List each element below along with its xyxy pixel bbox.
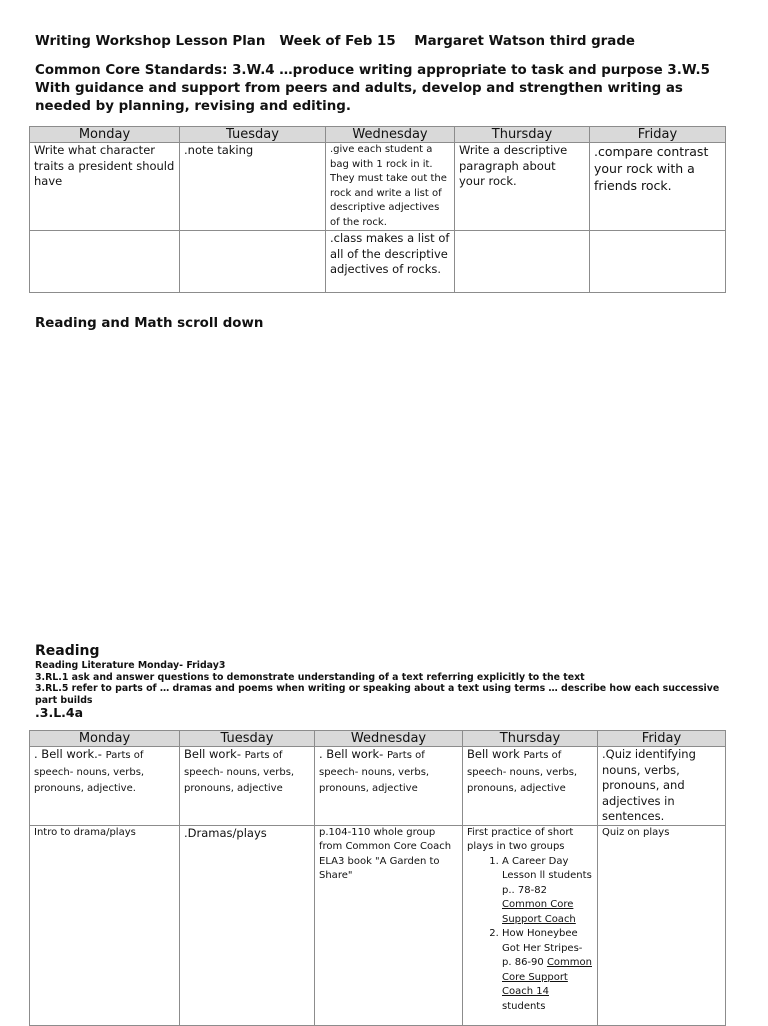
writing-schedule-table [29,126,726,293]
day-header-monday: Monday [30,127,180,143]
reading-tuesday-cell-2: .Dramas/plays [180,825,315,1025]
reading-heading: Reading [35,643,100,659]
writing-thursday-cell-2 [455,231,590,293]
reading-tuesday-cell [180,747,315,826]
bell-work-label: Bell work- [184,747,245,761]
book-title: Common Core Support Coach 14 [502,957,592,997]
writing-wednesday-cell: .give each student a bag with 1 rock in it. They must take out the rock and write a list of descriptive adjectives of the rock. [326,143,455,231]
reading-standard-l4a: .3.L.4a [35,705,84,720]
writing-tuesday-cell-2 [180,231,326,293]
book-title: Common Core Support Coach [502,899,576,925]
plays-intro: First practice of short plays in two groups [467,826,574,852]
day-header-friday: Friday [590,127,726,143]
reading-wednesday-cell [315,747,463,826]
list-item [502,927,593,1014]
reading-wednesday-cell-2: p.104-110 whole group from Common Core Coach ELA3 book "A Garden to Share" [315,825,463,1025]
day-header-monday: Monday [30,731,180,747]
day-header-thursday: Thursday [455,127,590,143]
table-header-row [30,127,726,143]
reading-standard-line: Reading Literature Monday- Friday3 [35,660,226,671]
table-header-row [30,731,726,747]
reading-standard-line: 3.RL.1 ask and answer questions to demonstrate understanding of a text referring explicitly to the text [35,671,585,683]
bell-work-label: . Bell work- [319,747,387,761]
bell-work-detail: Parts of speech- nouns, verbs, pronouns, adjective [184,750,295,794]
bell-work-detail: Parts of speech- nouns, verbs, pronouns, adjective [319,750,430,794]
table-row [30,825,726,1025]
play-title: How Honeybee Got Her Stripes- p. 86-90 [502,928,583,968]
table-row [30,231,726,293]
day-header-tuesday: Tuesday [180,731,315,747]
scroll-note: Reading and Math scroll down [35,316,264,331]
reading-standards [35,660,735,706]
bell-work-detail: Parts of speech- nouns, verbs, pronouns, adjective. [34,750,145,794]
table-row [30,747,726,826]
writing-standards: Common Core Standards: 3.W.4 …produce writing appropriate to task and purpose 3.W.5 With guidance and support from peers and adults, develop and strengthen writing as needed by planning, revising and editing. [35,63,710,114]
reading-thursday-cell [463,747,598,826]
writing-wednesday-cell-2: .class makes a list of all of the descriptive adjectives of rocks. [326,231,455,293]
day-header-wednesday: Wednesday [315,731,463,747]
page-title: Writing Workshop Lesson Plan Week of Feb 15 Margaret Watson third grade [35,34,635,49]
writing-thursday-cell: Write a descriptive paragraph about your rock. [455,143,590,231]
reading-monday-cell-2: Intro to drama/plays [30,825,180,1025]
bell-work-detail: Parts of speech- nouns, verbs, pronouns, adjective [467,750,578,794]
writing-monday-cell-2 [30,231,180,293]
writing-monday-cell: Write what character traits a president should have [30,143,180,231]
list-item [502,855,593,928]
reading-friday-cell: .Quiz identifying nouns, verbs, pronouns, and adjectives in sentences. [598,747,726,826]
day-header-tuesday: Tuesday [180,127,326,143]
reading-standard-line: 3.RL.5 refer to parts of … dramas and poems when writing or speaking about a text using terms … describe how each successive part builds [35,683,720,706]
day-header-thursday: Thursday [463,731,598,747]
day-header-friday: Friday [598,731,726,747]
writing-friday-cell: .compare contrast your rock with a friends rock. [590,143,726,231]
day-header-wednesday: Wednesday [326,127,455,143]
reading-friday-cell-2: Quiz on plays [598,825,726,1025]
reading-thursday-cell-2 [463,825,598,1025]
bell-work-label: . Bell work.- [34,747,106,761]
play-title: A Career Day Lesson ll students p.. 78-82 [502,855,592,896]
writing-friday-cell-2 [590,231,726,293]
plays-list [467,855,593,1015]
reading-schedule-table [29,730,726,1026]
writing-tuesday-cell: .note taking [180,143,326,231]
bell-work-label: Bell work [467,747,524,761]
table-row [30,143,726,231]
play-note: students [502,1000,546,1012]
reading-monday-cell [30,747,180,826]
